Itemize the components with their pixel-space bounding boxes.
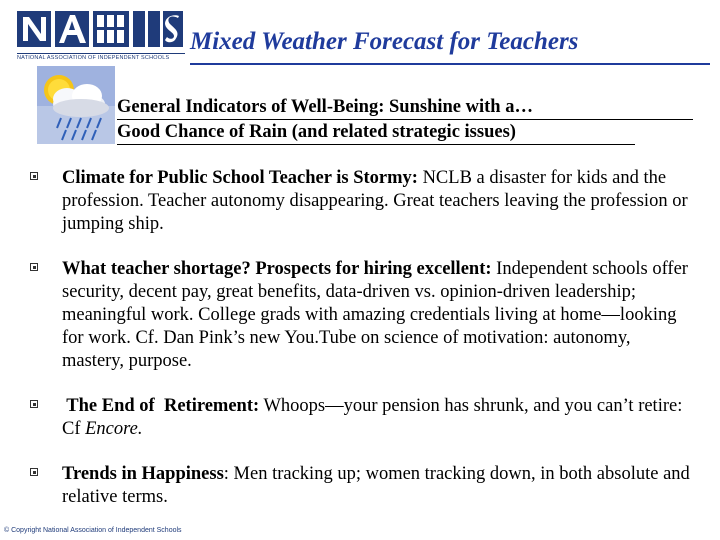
bullet-text: NCLB a disaster for kids and the profession. Teacher autonomy disappearing. Great teachers leaving the profession or jumping ship. — [62, 168, 688, 234]
copyright-footer: © Copyright National Association of Independent Schools — [4, 527, 182, 534]
bullet-lead: What teacher shortage? Prospects for hiring excellent: — [62, 259, 492, 279]
bullet-text: Independent schools offer security, decent pay, great benefits, data-driven vs. opinion-driven leadership; meaningful work. College grads with amazing credentials living at home—looking for work. Cf. Dan Pink’s new You.Tube on science of motivation: autonomy, mastery, purpose. — [62, 259, 688, 371]
square-bullet-icon — [30, 400, 38, 408]
logo-caption: NATIONAL ASSOCIATION OF INDEPENDENT SCHOOLS — [17, 53, 185, 61]
bullet-item — [30, 463, 695, 509]
bullet-lead: Trends in Happiness — [62, 464, 224, 484]
bullet-lead: Climate for Public School Teacher is Stormy: — [62, 168, 418, 188]
sun-rain-cloud-icon — [37, 66, 115, 144]
nais-logo — [15, 7, 185, 63]
square-bullet-icon — [30, 172, 38, 180]
nais-logo-icon — [15, 7, 185, 51]
bullet-text: Whoops—your pension has shrunk, and you can’t retire: Cf — [62, 396, 683, 439]
subtitle-line-2: Good Chance of Rain (and related strategic issues) — [117, 120, 635, 145]
square-bullet-icon — [30, 468, 38, 476]
bullet-text: : Men tracking up; women tracking down, in both absolute and relative terms. — [62, 464, 690, 507]
subtitle-line-1: General Indicators of Well-Being: Sunshine with a… — [117, 95, 693, 120]
page-title: Mixed Weather Forecast for Teachers — [190, 28, 579, 55]
bullet-item — [30, 167, 695, 236]
square-bullet-icon — [30, 263, 38, 271]
bullet-list — [30, 167, 695, 531]
title-divider — [190, 63, 710, 65]
bullet-item — [30, 258, 695, 373]
bullet-lead: The End of Retirement: — [62, 396, 260, 416]
bullet-item — [30, 395, 695, 441]
bullet-emphasis: Encore. — [85, 419, 143, 439]
subtitle — [117, 95, 693, 145]
